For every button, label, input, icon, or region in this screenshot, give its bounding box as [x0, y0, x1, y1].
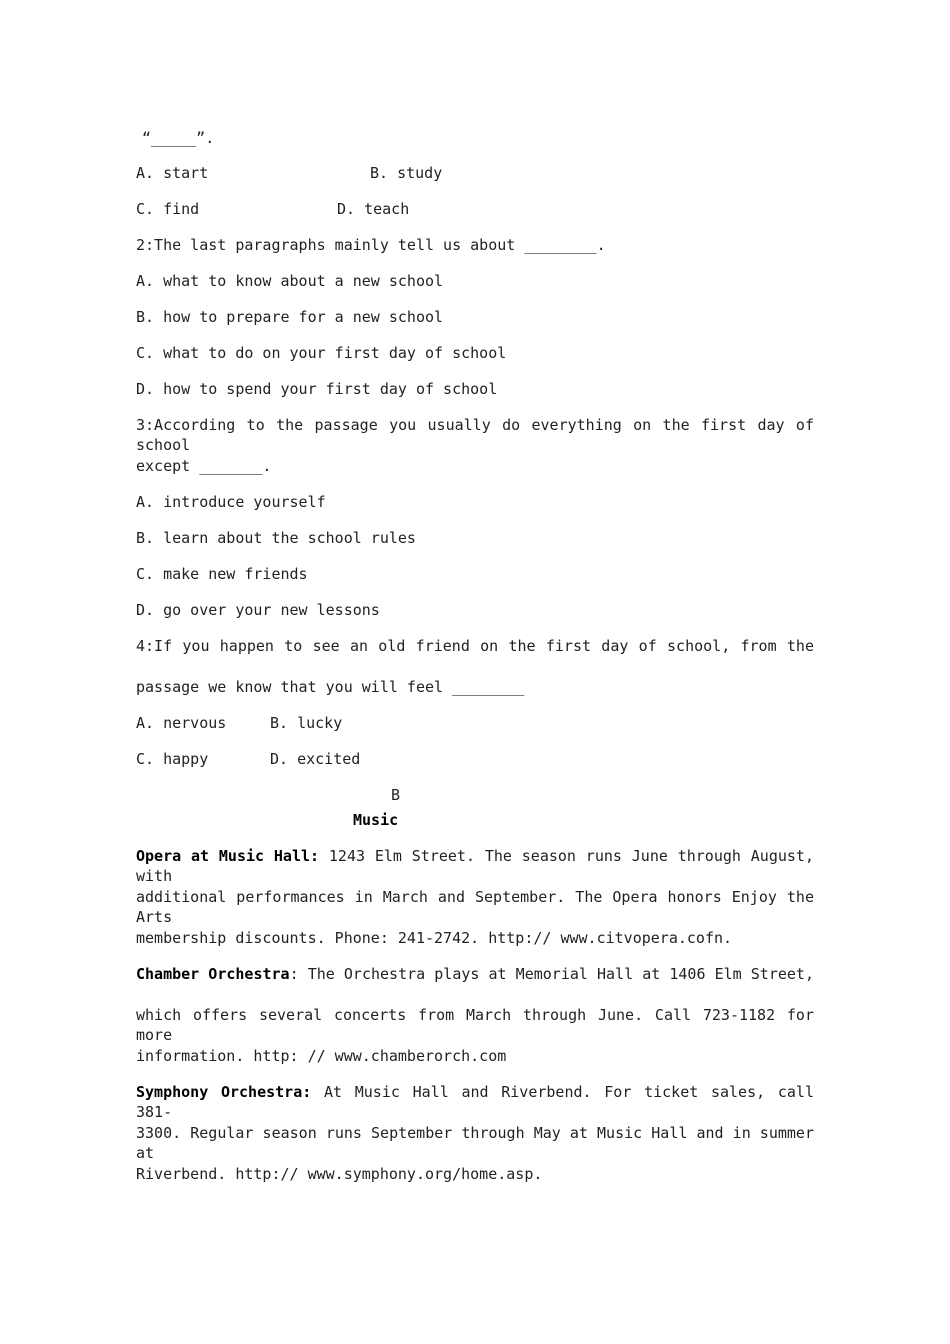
q4-option-c: C. happy	[136, 750, 209, 768]
opera-entry-line1	[136, 846, 814, 886]
q3-stem-line1: 3:According to the passage you usually do everything on the first day of school	[136, 416, 814, 454]
q1-option-a: A. start	[136, 164, 209, 182]
q3-stem-line2: except _______.	[136, 457, 272, 475]
opera-text-line1: 1243 Elm Street. The season runs June through August, with	[136, 847, 814, 885]
q2-option-d: D. how to spend your first day of school	[136, 380, 498, 398]
chamber-text-line1: : The Orchestra plays at Memorial Hall at 1406 Elm Street,	[289, 965, 814, 983]
symphony-text-line1: At Music Hall and Riverbend. For ticket sales, call 381-	[136, 1083, 814, 1121]
q4-option-d: D. excited	[270, 750, 361, 768]
q2-option-a: A. what to know about a new school	[136, 272, 444, 290]
q1-option-b: B. study	[370, 164, 443, 182]
opera-text-line3: membership discounts. Phone: 241-2742. http:// www.citvopera.cofn.	[136, 929, 733, 947]
q3-option-a: A. introduce yourself	[136, 493, 326, 511]
chamber-entry-line1	[136, 964, 814, 984]
q4-stem-line1: 4:If you happen to see an old friend on the first day of school, from the	[136, 637, 814, 655]
q4-stem-line2: passage we know that you will feel ________	[136, 678, 525, 696]
opera-text-line2: additional performances in March and September. The Opera honors Enjoy the Arts	[136, 888, 814, 926]
q3-option-d: D. go over your new lessons	[136, 601, 380, 619]
section-b-title: Music	[353, 811, 399, 829]
symphony-name: Symphony Orchestra:	[136, 1083, 312, 1101]
chamber-text-line2: which offers several concerts from March through June. Call 723-1182 for more	[136, 1006, 814, 1044]
q3-option-c: C. make new friends	[136, 565, 308, 583]
symphony-entry-line1	[136, 1082, 814, 1122]
opera-name: Opera at Music Hall:	[136, 847, 320, 865]
q4-option-a: A. nervous	[136, 714, 227, 732]
q1-option-c: C. find	[136, 200, 200, 218]
q2-option-c: C. what to do on your first day of school	[136, 344, 507, 362]
q2-stem: 2:The last paragraphs mainly tell us about ________.	[136, 236, 606, 254]
section-b-letter: B	[391, 786, 401, 804]
symphony-text-line2: 3300. Regular season runs September through May at Music Hall and in summer at	[136, 1124, 814, 1162]
chamber-name: Chamber Orchestra	[136, 965, 290, 983]
q3-option-b: B. learn about the school rules	[136, 529, 416, 547]
symphony-text-line3: Riverbend. http:// www.symphony.org/home.asp.	[136, 1165, 543, 1183]
q1-stem-tail: “_____”.	[142, 129, 215, 147]
q2-option-b: B. how to prepare for a new school	[136, 308, 444, 326]
chamber-text-line3: information. http: // www.chamberorch.com	[136, 1047, 507, 1065]
q1-option-d: D. teach	[337, 200, 410, 218]
q4-option-b: B. lucky	[270, 714, 343, 732]
